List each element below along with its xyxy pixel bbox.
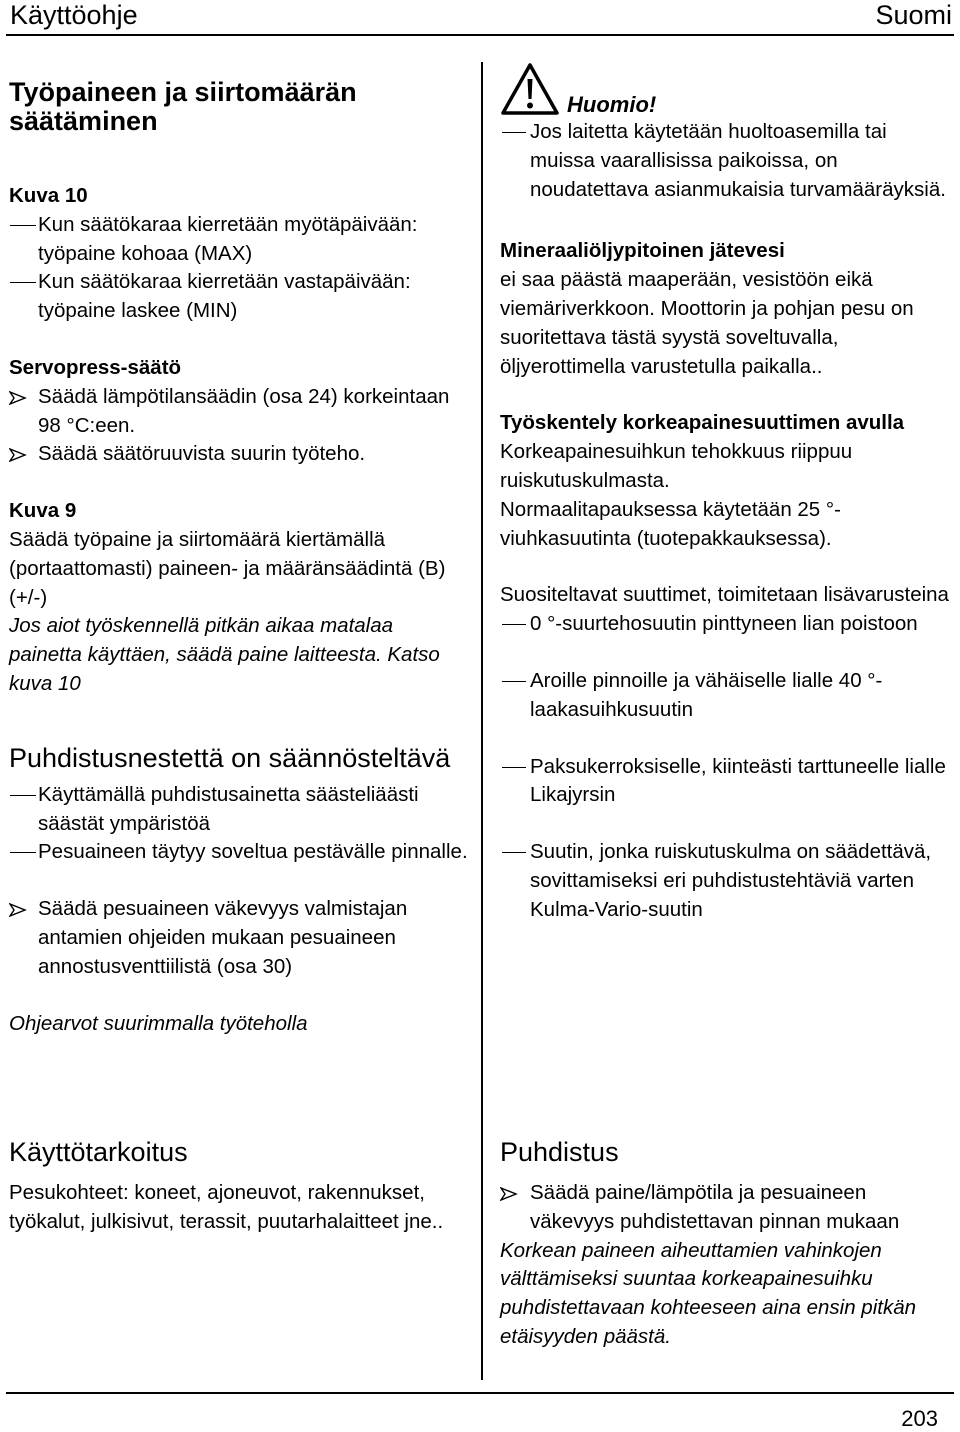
dash-icon [10, 282, 36, 283]
section-title-pressure: Työpaineen ja siirtomäärän säätäminen [9, 77, 357, 136]
list-item: 0 °-suurtehosuutin pinttyneen lian poistoon [500, 610, 955, 639]
nozzles-intro: Suositeltavat suuttimet, toimitetaan lisävarusteina [500, 583, 949, 607]
dash-icon [502, 681, 526, 682]
list-item: Säädä pesuaineen väkevyys valmistajan antamien ohjeiden mukaan pesuaineen annostusventtiilistä (osa 30) [9, 895, 471, 981]
kuva9-note: Jos aiot työskennellä pitkän aikaa matalaa painetta käyttäen, säädä paine laitteesta. Katso kuva 10 [9, 614, 440, 695]
oil-water-text: ei saa päästä maaperään, vesistöön eikä viemäriverkkoon. Moottorin ja pohjan pesu on suoritettava tästä syystä soveltuvalla, öljyerottimella varustetulla paikalla.. [500, 268, 914, 378]
dash-icon [502, 852, 526, 853]
dash-icon [502, 767, 526, 768]
right-column [500, 64, 955, 925]
figure-ref-kuva9: Kuva 9 [9, 499, 77, 523]
figure-ref-kuva10: Kuva 10 [9, 184, 88, 207]
high-pressure-text-2: Normaalitapauksessa käytetään 25 °-viuhkasuutinta (tuotepakkauksessa). [500, 497, 841, 550]
section-title-detergent: Puhdistusnestettä on säännösteltävä [9, 742, 451, 773]
left-column-bottom [9, 1137, 471, 1237]
list-item: Paksukerroksiselle, kiinteästi tarttuneelle lialle Likajyrsin [500, 753, 955, 811]
dash-icon [10, 795, 36, 796]
list-item: Jos laitetta käytetään huoltoasemilla tai muissa vaarallisissa paikoissa, on noudatettava asianmukaisia turvamääräyksiä. [500, 118, 955, 204]
detergent-note: Ohjearvot suurimmalla työteholla [9, 1011, 308, 1035]
right-column-bottom [500, 1137, 955, 1352]
arrow-bullet-icon [9, 903, 27, 917]
dash-icon [502, 132, 526, 133]
warning-row [500, 64, 955, 118]
warning-label: Huomio! [567, 92, 657, 117]
cleaning-note: Korkean paineen aiheuttamien vahinkojen välttämiseksi suuntaa korkeapainesuihku puhdistettavaan kohteeseen aina ensin pitkän etäisyyden päästä. [500, 1238, 917, 1348]
subheading-servopress: Servopress-säätö [9, 355, 182, 379]
header-language: Suomi [875, 0, 952, 30]
list-item: Säädä säätöruuvista suurin työteho. [9, 440, 471, 469]
subheading-high-pressure: Työskentely korkeapainesuuttimen avulla [500, 411, 905, 435]
list-item: Käyttämällä puhdistusainetta säästeliäästi säästät ympäristöä [9, 781, 471, 839]
dash-icon [10, 225, 36, 226]
arrow-bullet-icon [9, 448, 27, 462]
arrow-bullet-icon [500, 1187, 518, 1201]
header-title: Käyttöohje [10, 0, 138, 30]
section-title-purpose: Käyttötarkoitus [9, 1137, 188, 1167]
list-item: Suutin, jonka ruiskutuskulma on säädettävä, sovittamiseksi eri puhdistustehtäviä varten Kulma-Vario-suutin [500, 838, 955, 924]
arrow-bullet-icon [9, 391, 27, 405]
warning-triangle-icon [500, 62, 560, 116]
high-pressure-text-1: Korkeapainesuihkun tehokkuus riippuu ruiskutuskulmasta. [500, 440, 853, 492]
section-title-cleaning: Puhdistus [500, 1137, 619, 1167]
list-item: Pesuaineen täytyy soveltua pestävälle pinnalle. [9, 838, 471, 867]
list-item: Kun säätökaraa kierretään vastapäivään: työpaine laskee (MIN) [9, 268, 471, 326]
subheading-oil-water: Mineraaliöljypitoinen jätevesi [500, 239, 785, 263]
list-item: Säädä lämpötilansäädin (osa 24) korkeintaan 98 °C:een. [9, 383, 471, 441]
list-item: Säädä paine/lämpötila ja pesuaineen väkevyys puhdistettavan pinnan mukaan [500, 1179, 955, 1237]
kuva9-text: Säädä työpaine ja siirtomäärä kiertämällä (portaattomasti) paineen- ja määränsäädintä (B) (+/-) [9, 527, 446, 609]
list-item: Aroille pinnoille ja vähäiselle lialle 40 °-laakasuihkusuutin [500, 667, 955, 725]
dash-icon [10, 852, 36, 853]
footer-rule [6, 1392, 954, 1394]
left-column [9, 78, 471, 1038]
purpose-text: Pesukohteet: koneet, ajoneuvot, rakennukset, työkalut, julkisivut, terassit, puutarhalaitteet jne.. [9, 1181, 444, 1233]
page-number: 203 [901, 1406, 938, 1431]
dash-icon [502, 624, 526, 625]
list-item: Kun säätökaraa kierretään myötäpäivään: työpaine kohoaa (MAX) [9, 211, 471, 269]
page-header [6, 0, 954, 36]
column-divider [481, 62, 483, 1380]
